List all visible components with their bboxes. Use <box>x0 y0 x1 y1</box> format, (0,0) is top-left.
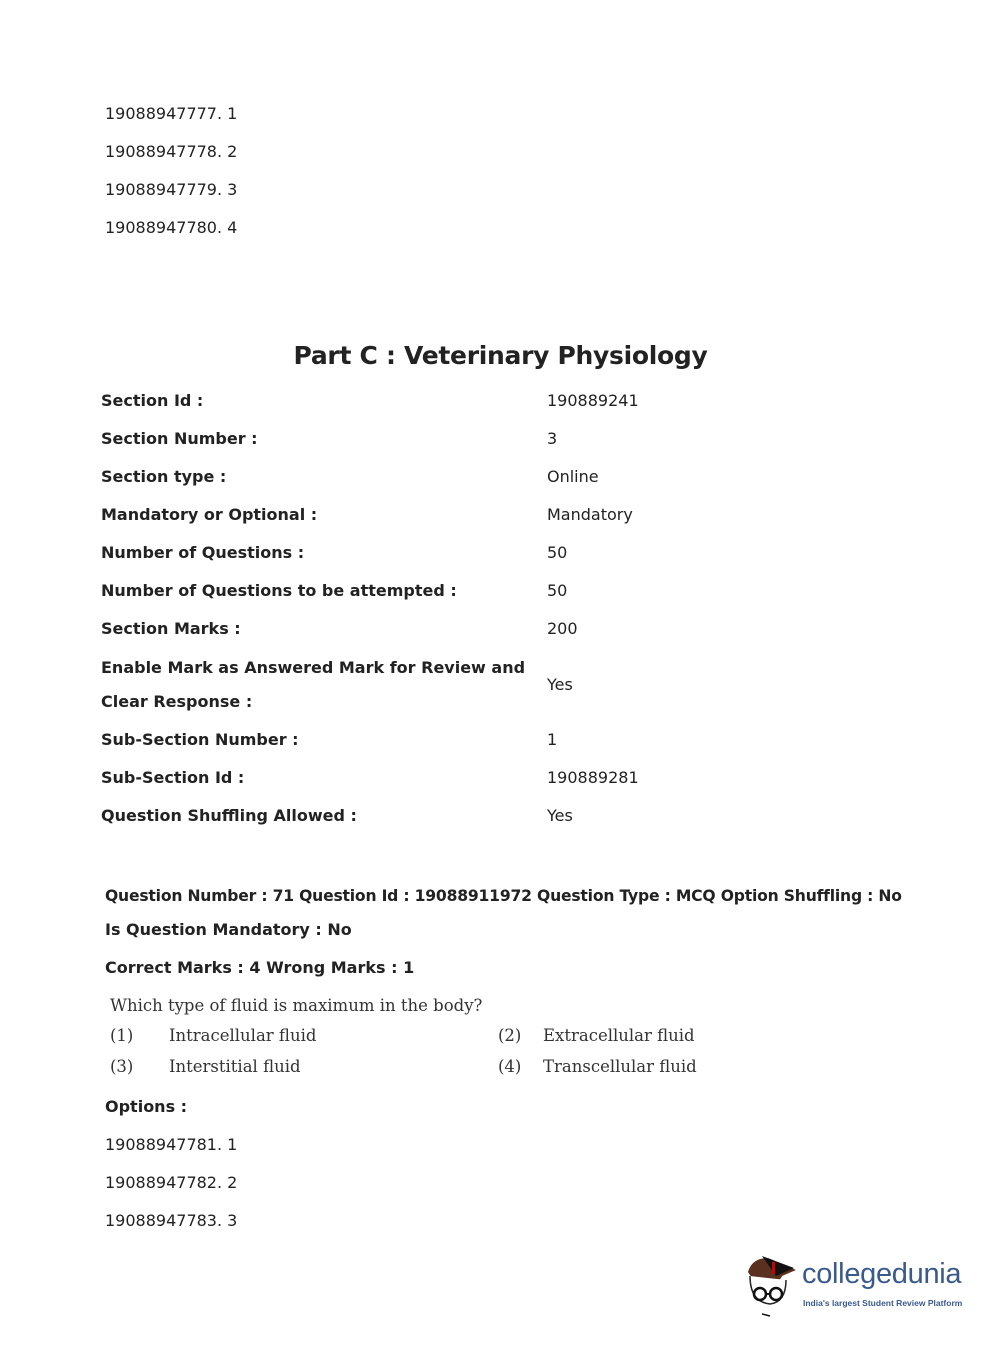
question-marks: Correct Marks : 4 Wrong Marks : 1 <box>105 958 415 977</box>
row-value: Yes <box>547 675 573 694</box>
row-value: 190889281 <box>547 768 639 787</box>
row-label: Number of Questions : <box>101 543 305 562</box>
row-label: Section Id : <box>101 391 204 410</box>
row-label: Section Marks : <box>101 619 241 638</box>
row-value: 200 <box>547 619 578 638</box>
row-value: 50 <box>547 543 568 562</box>
option-id: 19088947781. 1 <box>105 1135 238 1154</box>
option-id: 19088947783. 3 <box>105 1211 238 1230</box>
logo-name: collegedunia <box>802 1258 962 1290</box>
row-value: 1 <box>547 730 558 749</box>
row-value: 3 <box>547 429 558 448</box>
row-value: Online <box>547 467 599 486</box>
question-header: Question Number : 71 Question Id : 19088911972 Question Type : MCQ Option Shuffling : No <box>105 887 902 905</box>
choice-number: (2) <box>498 1026 522 1045</box>
row-value: Yes <box>547 806 573 825</box>
option-id: 19088947782. 2 <box>105 1173 238 1192</box>
question-mandatory: Is Question Mandatory : No <box>105 920 352 939</box>
option-id: 19088947778. 2 <box>105 142 238 161</box>
option-id: 19088947777. 1 <box>105 104 238 123</box>
row-label: Sub-Section Number : <box>101 730 299 749</box>
choice-number: (3) <box>110 1057 134 1076</box>
options-label: Options : <box>105 1097 188 1116</box>
row-label: Mandatory or Optional : <box>101 505 318 524</box>
row-label: Sub-Section Id : <box>101 768 245 787</box>
choice-number: (1) <box>110 1026 134 1045</box>
option-id: 19088947780. 4 <box>105 218 238 237</box>
row-label-cont: Clear Response : <box>101 692 253 711</box>
mascot-icon <box>742 1250 802 1318</box>
collegedunia-logo <box>742 1250 967 1318</box>
row-value: 190889241 <box>547 391 639 410</box>
row-label: Section Number : <box>101 429 258 448</box>
row-label: Section type : <box>101 467 227 486</box>
option-id: 19088947779. 3 <box>105 180 238 199</box>
choice-text: Intracellular fluid <box>169 1026 317 1045</box>
row-value: Mandatory <box>547 505 633 524</box>
part-title: Part C : Veterinary Physiology <box>293 341 708 370</box>
row-label: Question Shuffling Allowed : <box>101 806 357 825</box>
row-label: Enable Mark as Answered Mark for Review and <box>101 658 526 677</box>
choice-text: Interstitial fluid <box>169 1057 301 1076</box>
choice-text: Transcellular fluid <box>543 1057 697 1076</box>
row-value: 50 <box>547 581 568 600</box>
question-text: Which type of fluid is maximum in the body? <box>110 996 483 1015</box>
row-label: Number of Questions to be attempted : <box>101 581 457 600</box>
logo-tagline: India's largest Student Review Platform <box>803 1298 963 1308</box>
choice-number: (4) <box>498 1057 522 1076</box>
choice-text: Extracellular fluid <box>543 1026 695 1045</box>
